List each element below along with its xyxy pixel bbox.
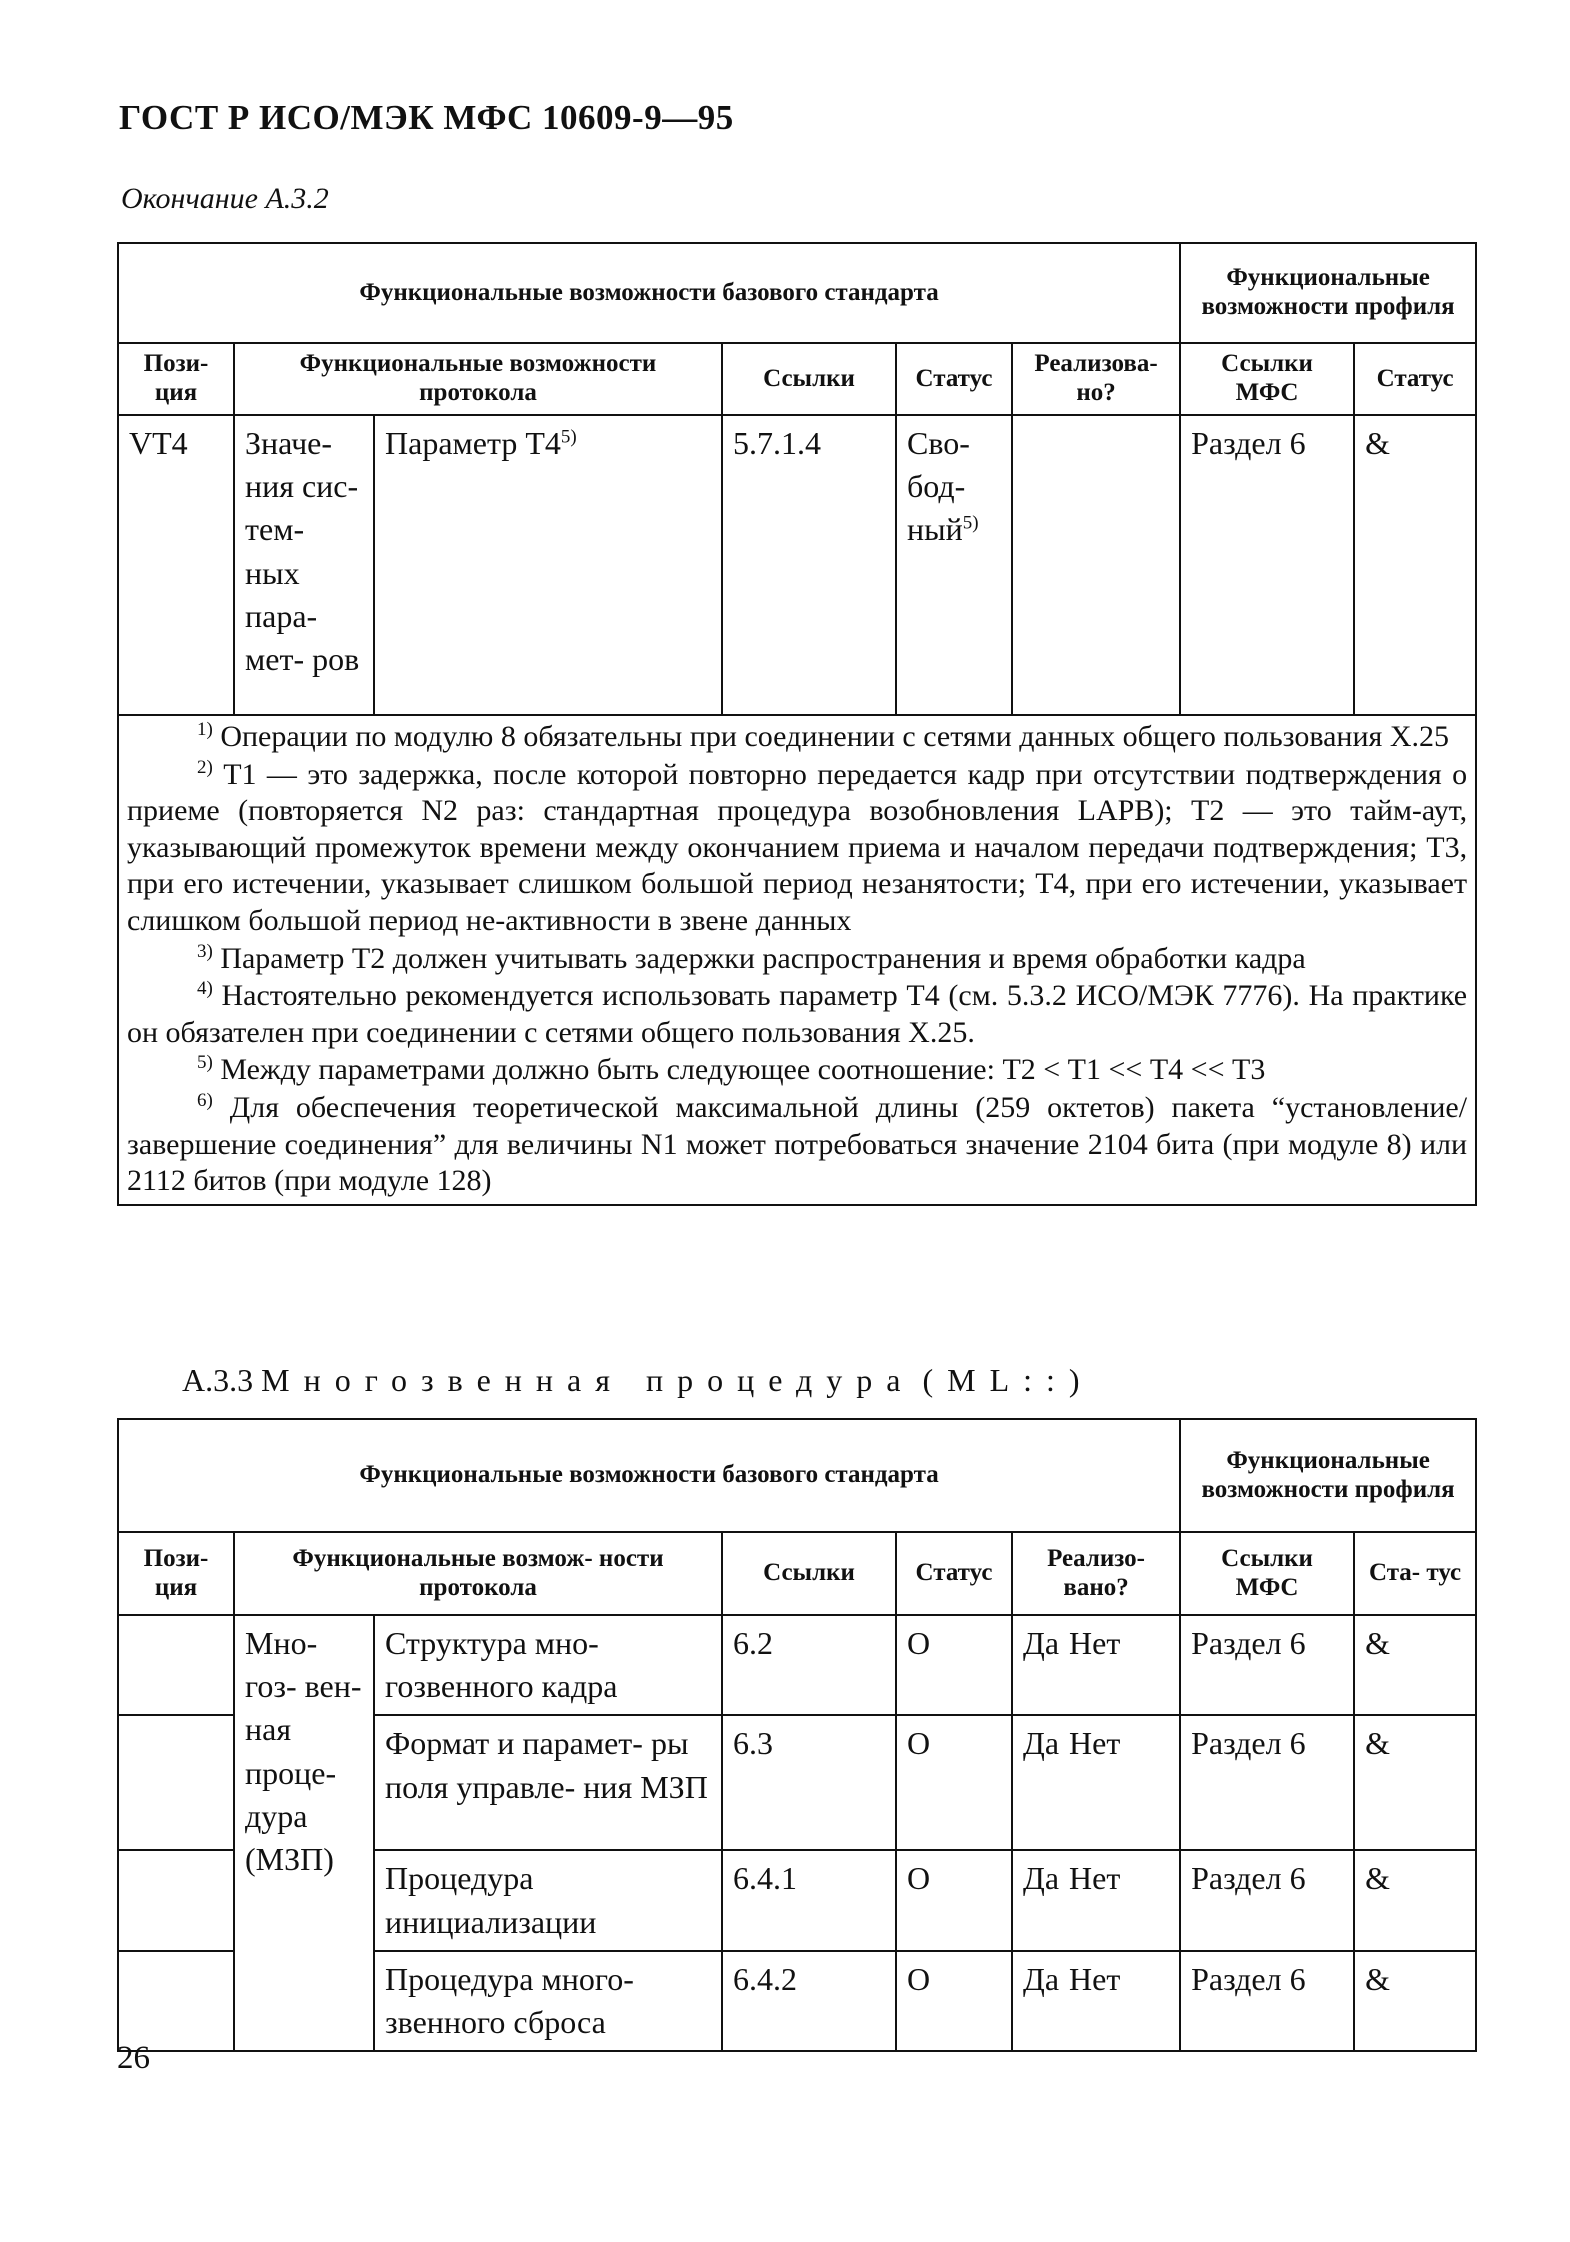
cell-status: О xyxy=(896,1850,1012,1950)
group-header-profile: Функциональные возможности профиля xyxy=(1180,1419,1476,1532)
column-header-mfs-refs: Ссылки МФС xyxy=(1180,343,1354,415)
column-header-implemented: Реализова- но? xyxy=(1012,343,1180,415)
no-option: Нет xyxy=(1069,1860,1121,1897)
yes-option: Да xyxy=(1023,1725,1060,1762)
cell-position xyxy=(118,1615,234,1715)
column-header-refs: Ссылки xyxy=(722,1532,896,1615)
capability-text: Параметр Т4 xyxy=(385,425,561,461)
column-header-implemented: Реализо- вано? xyxy=(1012,1532,1180,1615)
capabilities-table-a33 xyxy=(117,1418,1477,2052)
capabilities-table-a32 xyxy=(117,242,1477,1206)
cell-mfs-refs: Раздел 6 xyxy=(1180,1951,1354,2051)
cell-status: О xyxy=(896,1615,1012,1715)
cell-profile-status: & xyxy=(1354,1715,1476,1850)
cell-profile-status: & xyxy=(1354,1850,1476,1950)
footnote: $^{4)}$ Настоятельно рекомендуется использовать параметр Т4 (см. 5.3.2 ИСО/МЭК 7776). На практике он обязателен при соединении с сетями общего пользования Х.25. xyxy=(127,978,1468,1049)
yes-option: Да xyxy=(1023,1960,1060,1997)
cell-profile-status: & xyxy=(1354,415,1476,715)
footnote: $^{2)}$ Т1 — это задержка, после которой повторно передается кадр при отсутствии подтверждения о приеме (повторяется N2 раз: стандартная процедура возобновления LAPB); Т2 — это тайм-аут, указывающий промежуток времени между окончанием приема и началом передачи подтверждения; Т3, при его истечении, указывает слишком большой период незанятости; Т4, при его истечении, указывает слишком большой период не-активности в звене данных xyxy=(127,756,1468,937)
column-header-mfs-refs: Ссылки МФС xyxy=(1180,1532,1354,1615)
section-heading xyxy=(182,1362,1094,1399)
cell-capability: Процедура инициализации xyxy=(374,1850,722,1950)
column-header-status: Статус xyxy=(896,343,1012,415)
cell-mfs-refs: Раздел 6 xyxy=(1180,1850,1354,1950)
group-header-profile: Функциональные возможности профиля xyxy=(1180,243,1476,343)
cell-position xyxy=(118,1715,234,1850)
section-code: (ML::) xyxy=(922,1362,1094,1398)
cell-position xyxy=(118,1951,234,2051)
cell-status xyxy=(896,415,1012,715)
cell-refs: 6.2 xyxy=(722,1615,896,1715)
section-title: Многозвенная процедура xyxy=(261,1362,915,1398)
column-header-position: Пози- ция xyxy=(118,1532,234,1615)
cell-status: О xyxy=(896,1715,1012,1850)
column-header-profile-status: Статус xyxy=(1354,343,1476,415)
table-row xyxy=(118,415,1476,715)
cell-profile-status: & xyxy=(1354,1951,1476,2051)
table-row xyxy=(118,1615,1476,1715)
page-header: ГОСТ Р ИСО/МЭК МФС 10609-9—95 xyxy=(119,98,734,137)
yes-option: Да xyxy=(1023,1625,1060,1661)
footnote: $^{3)}$ Параметр Т2 должен учитывать задержки распространения и время обработки кадра xyxy=(197,940,1306,975)
cell-implemented xyxy=(1012,1715,1180,1850)
no-option: Нет xyxy=(1069,1725,1121,1762)
cell-implemented xyxy=(1012,1850,1180,1950)
cell-mfs-refs: Раздел 6 xyxy=(1180,1715,1354,1850)
footnote-ref: 5) xyxy=(962,512,979,534)
no-option: Нет xyxy=(1069,1625,1121,1661)
cell-implemented xyxy=(1012,1615,1180,1715)
group-header-base: Функциональные возможности базового стандарта xyxy=(118,1419,1180,1532)
cell-capability: Формат и парамет- ры поля управле- ния МЗП xyxy=(374,1715,722,1850)
cell-capability xyxy=(374,415,722,715)
cell-mfs-refs: Раздел 6 xyxy=(1180,1615,1354,1715)
footnotes xyxy=(118,715,1476,1205)
yes-option: Да xyxy=(1023,1860,1060,1897)
footnote: $^{6)}$ Для обеспечения теоретической максимальной длины (259 октетов) пакета “установление/завершение соединения” для величины N1 может потребоваться значение 2104 бита (при модуле 8) или 2112 битов (при модуле 128) xyxy=(127,1089,1468,1198)
column-header-status: Статус xyxy=(896,1532,1012,1615)
column-header-capability: Функциональные возмож- ности протокола xyxy=(234,1532,722,1615)
page-number: 26 xyxy=(117,2040,150,2076)
cell-group-mzp: Мно- гоз- вен- ная проце- дура (МЗП) xyxy=(234,1615,374,2051)
column-header-position: Пози- ция xyxy=(118,343,234,415)
column-header-capability: Функциональные возможности протокола xyxy=(234,343,722,415)
cell-implemented xyxy=(1012,415,1180,715)
cell-refs: 5.7.1.4 xyxy=(722,415,896,715)
cell-capability: Процедура много- звенного сброса xyxy=(374,1951,722,2051)
column-header-profile-status: Ста- тус xyxy=(1354,1532,1476,1615)
group-header-base: Функциональные возможности базового стандарта xyxy=(118,243,1180,343)
column-header-refs: Ссылки xyxy=(722,343,896,415)
status-text: Сво- бод- ный xyxy=(907,425,970,548)
section-number: А.3.3 xyxy=(182,1362,254,1398)
cell-refs: 6.3 xyxy=(722,1715,896,1850)
cell-refs: 6.4.2 xyxy=(722,1951,896,2051)
cell-profile-status: & xyxy=(1354,1615,1476,1715)
footnote: $^{1)}$ Операции по модулю 8 обязательны при соединении с сетями данных общего пользования Х.25 xyxy=(197,719,1449,753)
continuation-label: Окончание А.3.2 xyxy=(121,182,329,215)
cell-capability: Структура мно- гозвенного кадра xyxy=(374,1615,722,1715)
cell-implemented xyxy=(1012,1951,1180,2051)
cell-position: VT4 xyxy=(118,415,234,715)
cell-refs: 6.4.1 xyxy=(722,1850,896,1950)
footnote-ref: 5) xyxy=(560,426,577,448)
no-option: Нет xyxy=(1069,1960,1121,1997)
cell-position xyxy=(118,1850,234,1950)
footnote: $^{5)}$ Между параметрами должно быть следующее соотношение: Т2 < Т1 << Т4 << Т3 xyxy=(197,1052,1266,1087)
cell-status: О xyxy=(896,1951,1012,2051)
cell-mfs-refs: Раздел 6 xyxy=(1180,415,1354,715)
cell-group: Значе- ния сис- тем- ных пара- мет- ров xyxy=(234,415,374,715)
